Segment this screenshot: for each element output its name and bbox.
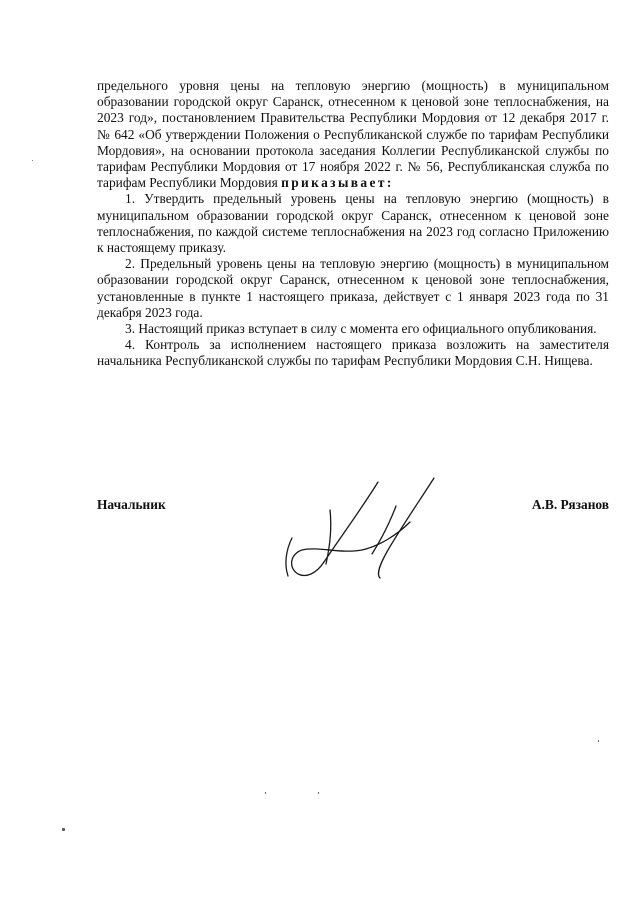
signatory-name: А.В. Рязанов bbox=[531, 497, 609, 512]
order-word: приказывает: bbox=[281, 175, 394, 191]
order-item-2: 2. Предельный уровень цены на тепловую энергию (мощность) в муниципальном образовании городской округ Саранск, отнесенном к ценовой зоне теплоснабжения, установленные в пункте 1 настоящего приказа, действует с 1 января 2023 года по 31 декабря 2023 года. bbox=[97, 256, 609, 320]
order-item-3: 3. Настоящий приказ вступает в силу с момента его официального опубликования. bbox=[125, 321, 597, 337]
document-body bbox=[97, 78, 609, 370]
handwritten-signature bbox=[270, 470, 440, 585]
scan-speck bbox=[318, 792, 319, 794]
scan-speck bbox=[62, 828, 65, 831]
order-item-1: 1. Утвердить предельный уровень цены на тепловую энергию (мощность) в муниципальном образовании городской округ Саранск, отнесенном к ценовой зоне теплоснабжения, по каждой системе теплоснабжения на 2023 год согласно Приложению к настоящему приказу. bbox=[97, 191, 609, 256]
order-item-4: 4. Контроль за исполнением настоящего приказа возложить на заместителя начальника Республиканской службы по тарифам Республики Мордовия С.Н. Нищева. bbox=[97, 337, 609, 369]
intro-text: предельного уровня цены на тепловую энергию (мощность) в муниципальном образовании городской округ Саранск, отнесенном к ценовой зоне теплоснабжения, на 2023 год», постановлением Правительства Республики Мордовия от 12 декабря 2017 г. № 642 «Об утверждении Положения о Республиканской службе по тарифам Республики Мордовия», на основании протокола заседания Коллегии Республиканской службы по тарифам Республики Мордовия от 17 ноября 2022 г. № 56, Республиканская служба по тарифам Республики Мордовия bbox=[97, 78, 609, 191]
scan-speck bbox=[598, 740, 599, 742]
intro-paragraph bbox=[97, 78, 609, 191]
signatory-title: Начальник bbox=[97, 497, 166, 512]
scan-speck bbox=[32, 160, 33, 161]
scan-speck bbox=[265, 792, 266, 794]
